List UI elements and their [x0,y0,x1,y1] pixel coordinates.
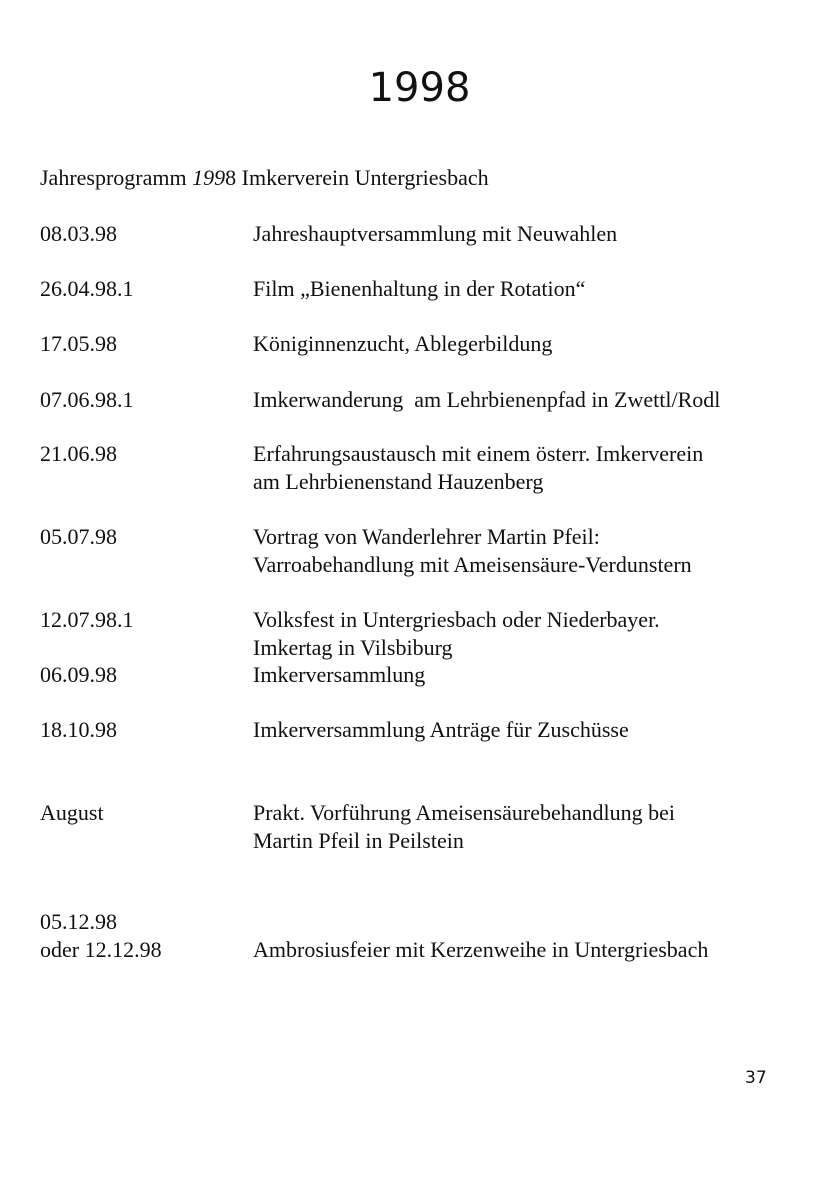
event-date-line: 17.05.98 [40,331,117,356]
page-number: 37 [745,1068,767,1088]
event-date-line: 06.09.98 [40,662,117,687]
event-desc-line: am Lehrbienenstand Hauzenberg [253,469,544,494]
program-intro [40,164,489,192]
event-description [253,606,813,662]
event-date-line: 21.06.98 [40,441,117,466]
event-date [40,716,250,744]
event-date-line: 05.12.98 [40,909,117,934]
event-description [253,330,813,358]
event-date [40,330,250,358]
event-date-line: August [40,800,104,825]
event-date-line: 26.04.98.1 [40,276,134,301]
intro-year-tail: 8 [225,165,237,190]
event-description [253,440,813,496]
event-desc-line: Jahreshauptversammlung mit Neuwahlen [253,221,618,246]
event-date-line: 12.07.98.1 [40,607,134,632]
event-desc-line: Imkerversammlung Anträge für Zuschüsse [253,717,629,742]
event-desc-line [253,908,813,936]
event-date [40,386,250,414]
intro-prefix: Jahresprogramm [40,165,193,190]
event-description [253,386,813,414]
event-description [253,275,813,303]
event-desc-line: Königinnenzucht, Ablegerbildung [253,331,553,356]
event-desc-line: Varroabehandlung mit Ameisensäure-Verdunstern [253,552,692,577]
event-date-line: 05.07.98 [40,524,117,549]
event-date [40,275,250,303]
event-date [40,523,250,551]
event-date-line: 18.10.98 [40,717,117,742]
intro-suffix: Imkerverein Untergriesbach [236,165,489,190]
event-desc-line: Imkerwanderung am Lehrbienenpfad in Zwettl/Rodl [253,387,721,412]
event-date-line: oder 12.12.98 [40,937,162,962]
event-description [253,716,813,744]
page-title: 1998 [368,65,471,111]
event-date [40,220,250,248]
event-desc-line: Erfahrungsaustausch mit einem österr. Imkerverein [253,441,704,466]
event-description [253,908,813,964]
event-description [253,220,813,248]
event-desc-line: Ambrosiusfeier mit Kerzenweihe in Untergriesbach [253,937,709,962]
intro-year-italic: 199 [192,165,226,190]
event-description [253,799,813,855]
event-date-line: 08.03.98 [40,221,117,246]
event-description [253,523,813,579]
event-description [253,661,813,689]
event-date-line: 07.06.98.1 [40,387,134,412]
event-date [40,440,250,468]
event-desc-line: Film „Bienenhaltung in der Rotation“ [253,276,586,301]
event-desc-line: Vortrag von Wanderlehrer Martin Pfeil: [253,524,600,549]
event-date [40,606,250,634]
event-date [40,661,250,689]
event-desc-line: Imkertag in Vilsbiburg [253,635,453,660]
event-desc-line: Martin Pfeil in Peilstein [253,828,464,853]
event-desc-line: Imkerversammlung [253,662,426,687]
event-desc-line: Volksfest in Untergriesbach oder Niederbayer. [253,607,660,632]
event-desc-line: Prakt. Vorführung Ameisensäurebehandlung bei [253,800,675,825]
event-date [40,799,250,827]
event-date [40,908,250,964]
